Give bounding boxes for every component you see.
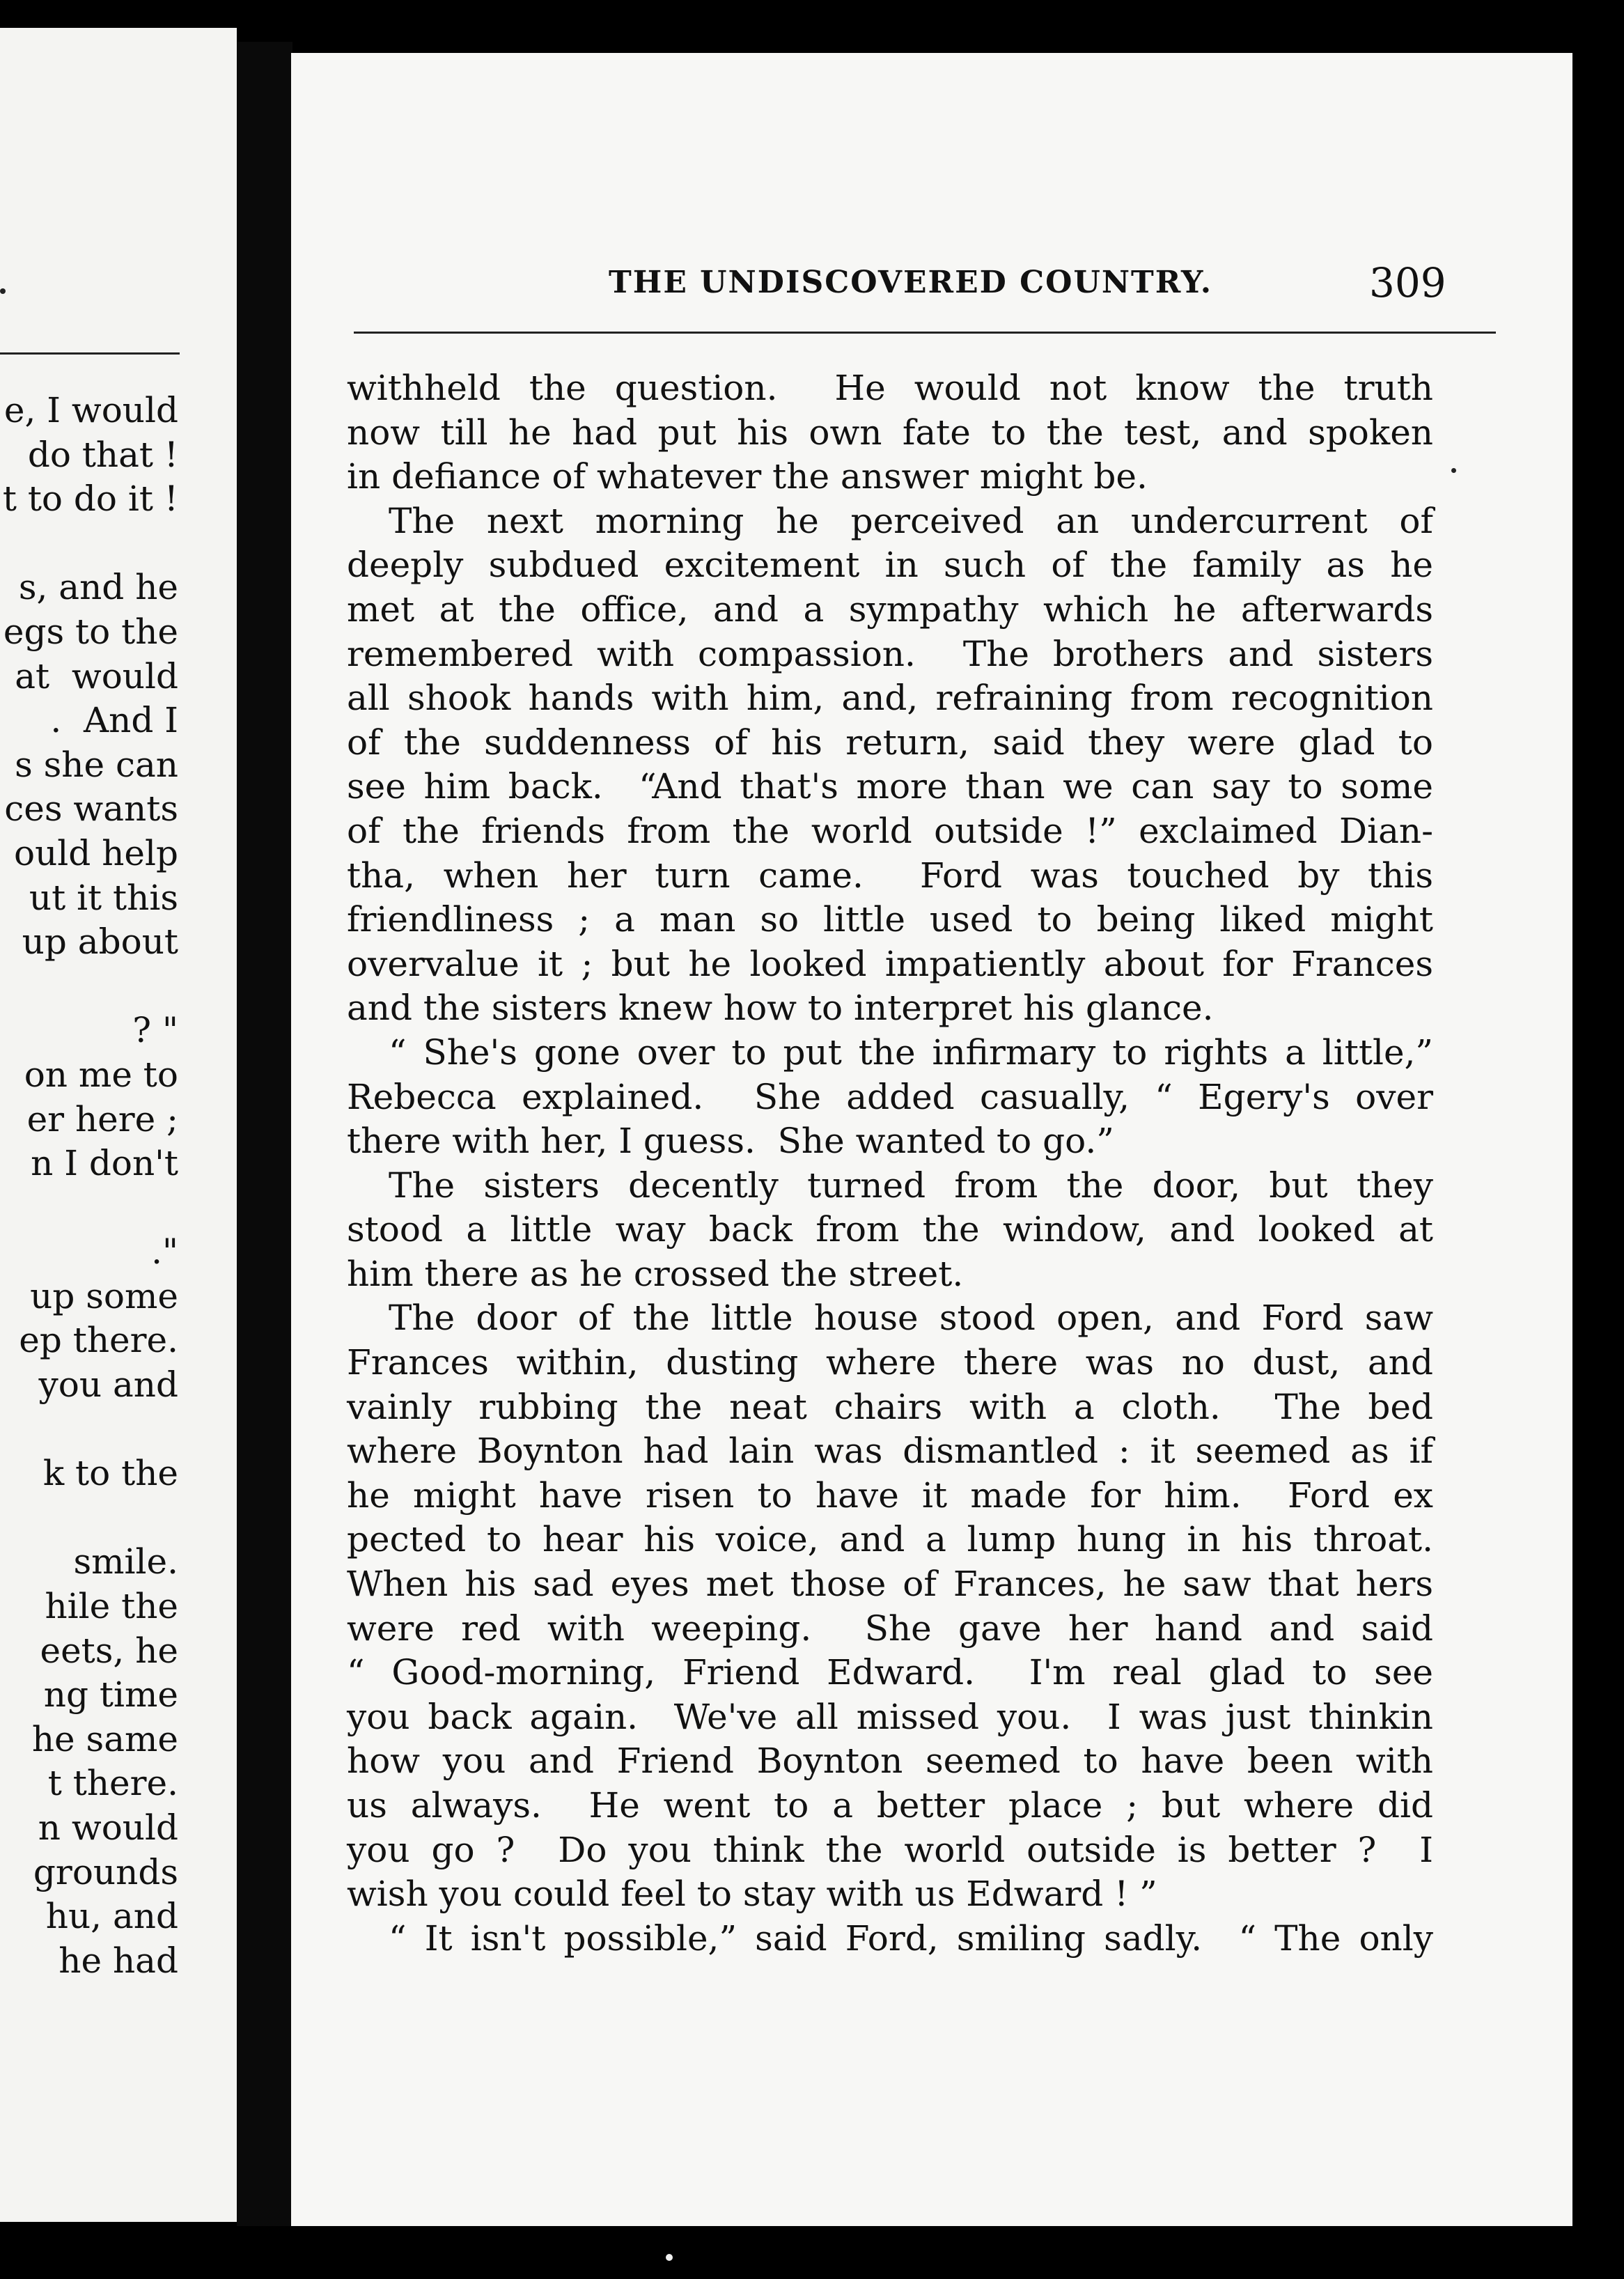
text-line: Frances within, dusting where there was no dust, and xyxy=(347,1342,1433,1383)
left-page-line: he same xyxy=(31,1718,178,1759)
left-page-line: . And I xyxy=(50,700,178,741)
left-page-line: ." xyxy=(151,1231,178,1273)
print-speck xyxy=(1451,468,1456,473)
text-line: see him back. “And that's more than we can say to some xyxy=(347,766,1433,807)
bottom-mark xyxy=(666,2254,673,2261)
running-head xyxy=(291,255,1572,311)
text-line: “ She's gone over to put the infirmary to rights a little,” xyxy=(389,1032,1433,1073)
text-line: When his sad eyes met those of Frances, he saw that hers xyxy=(347,1564,1433,1605)
left-page xyxy=(0,28,237,2222)
text-line: you back again. We've all missed you. I was just thinkin xyxy=(347,1696,1433,1737)
text-line: withheld the question. He would not know the truth xyxy=(347,368,1433,408)
left-page-text xyxy=(3,389,178,1983)
text-line: The next morning he perceived an undercurrent of xyxy=(389,500,1433,541)
left-page-line: n I don't xyxy=(31,1143,178,1184)
left-page-line: k to the xyxy=(42,1453,178,1494)
text-line: friendliness ; a man so little used to being liked might xyxy=(347,899,1433,940)
text-line: Rebecca explained. She added casually, “ Egery's over xyxy=(347,1076,1433,1117)
left-page-line: ces wants xyxy=(4,788,178,830)
text-line: tha, when her turn came. Ford was touched by this xyxy=(347,855,1433,896)
text-line: how you and Friend Boynton seemed to have been with xyxy=(347,1741,1433,1782)
left-page-line: ould help xyxy=(14,832,178,873)
left-page-line: on me to xyxy=(24,1054,178,1095)
left-page-line: s, and he xyxy=(18,567,178,608)
running-head-title: THE UNDISCOVERED COUNTRY. xyxy=(609,265,1213,300)
book-spine xyxy=(237,42,292,2229)
left-page-line: e, I would xyxy=(3,390,178,430)
left-page-line: eets, he xyxy=(40,1630,178,1671)
text-line: us always. He went to a better place ; but where did xyxy=(347,1785,1433,1826)
text-line: all shook hands with him, and, refraining from recognition xyxy=(347,678,1433,719)
page-number: 309 xyxy=(1369,259,1446,306)
left-page-line: at would xyxy=(15,655,178,697)
left-page-line: do that ! xyxy=(27,434,178,475)
left-page-line: up about xyxy=(22,921,178,963)
left-page-line xyxy=(3,522,178,566)
text-line: there with her, I guess. She wanted to go.” xyxy=(347,1121,1114,1162)
text-line: of the suddenness of his return, said they were glad to xyxy=(347,722,1433,763)
text-line: now till he had put his own fate to the test, and spoken xyxy=(347,412,1433,453)
left-page-line: smile. xyxy=(73,1541,178,1582)
left-page-line: he had xyxy=(58,1940,178,1981)
bottom-border xyxy=(0,2226,1624,2279)
text-line: where Boynton had lain was dismantled : it seemed as if xyxy=(347,1431,1433,1472)
left-page-line xyxy=(3,965,178,1009)
right-page xyxy=(291,53,1572,2226)
left-page-line: ? " xyxy=(132,1010,178,1051)
body-text xyxy=(347,366,1433,1961)
left-page-line: s she can xyxy=(15,744,178,785)
header-rule xyxy=(354,332,1496,334)
text-line: stood a little way back from the window, and looked at xyxy=(347,1209,1433,1250)
text-line: overvalue it ; but he looked impatiently about for Frances xyxy=(347,943,1433,984)
text-line: you go ? Do you think the world outside is better ? I xyxy=(347,1829,1433,1870)
left-page-line xyxy=(3,1496,178,1541)
text-line: vainly rubbing the neat chairs with a cloth. The bed xyxy=(347,1386,1433,1427)
text-line: in defiance of whatever the answer might be. xyxy=(347,456,1148,497)
left-page-line: you and xyxy=(38,1364,178,1406)
left-page-line xyxy=(3,1408,178,1452)
left-page-line: er here ; xyxy=(26,1098,178,1140)
text-line: and the sisters knew how to interpret his glance. xyxy=(347,988,1214,1029)
left-page-speck xyxy=(0,288,6,294)
text-line: “ Good-morning, Friend Edward. I'm real glad to see xyxy=(347,1652,1433,1693)
left-page-line: grounds xyxy=(33,1851,178,1892)
text-line: met at the office, and a sympathy which he afterwards xyxy=(347,589,1433,630)
left-page-line: t to do it ! xyxy=(2,479,178,520)
left-page-line: ep there. xyxy=(19,1320,178,1361)
left-page-line xyxy=(3,1186,178,1231)
left-page-line: n would xyxy=(38,1807,178,1848)
text-line: were red with weeping. She gave her hand and said xyxy=(347,1608,1433,1649)
text-line: pected to hear his voice, and a lump hung in his throat. xyxy=(347,1519,1433,1560)
text-line: “ It isn't possible,” said Ford, smiling sadly. “ The only xyxy=(389,1918,1433,1959)
left-page-line: t there. xyxy=(47,1763,178,1804)
left-page-line: egs to the xyxy=(3,611,178,652)
text-line: deeply subdued excitement in such of the family as he xyxy=(347,545,1433,586)
left-page-line: hile the xyxy=(45,1586,178,1627)
left-page-rule xyxy=(0,352,180,355)
text-line: wish you could feel to stay with us Edward ! ” xyxy=(347,1874,1157,1915)
text-line: of the friends from the world outside !” exclaimed Dian- xyxy=(347,810,1433,851)
left-page-line: hu, and xyxy=(45,1896,178,1937)
text-line: he might have risen to have it made for him. Ford ex xyxy=(347,1475,1433,1516)
text-line: remembered with compassion. The brothers and sisters xyxy=(347,633,1433,674)
left-page-line: ut it this xyxy=(29,877,178,918)
text-line: him there as he crossed the street. xyxy=(347,1253,964,1294)
left-page-line: ng time xyxy=(43,1674,178,1716)
text-line: The door of the little house stood open, and Ford saw xyxy=(389,1298,1433,1339)
left-page-line: up some xyxy=(30,1275,178,1316)
text-line: The sisters decently turned from the door, but they xyxy=(389,1165,1433,1206)
